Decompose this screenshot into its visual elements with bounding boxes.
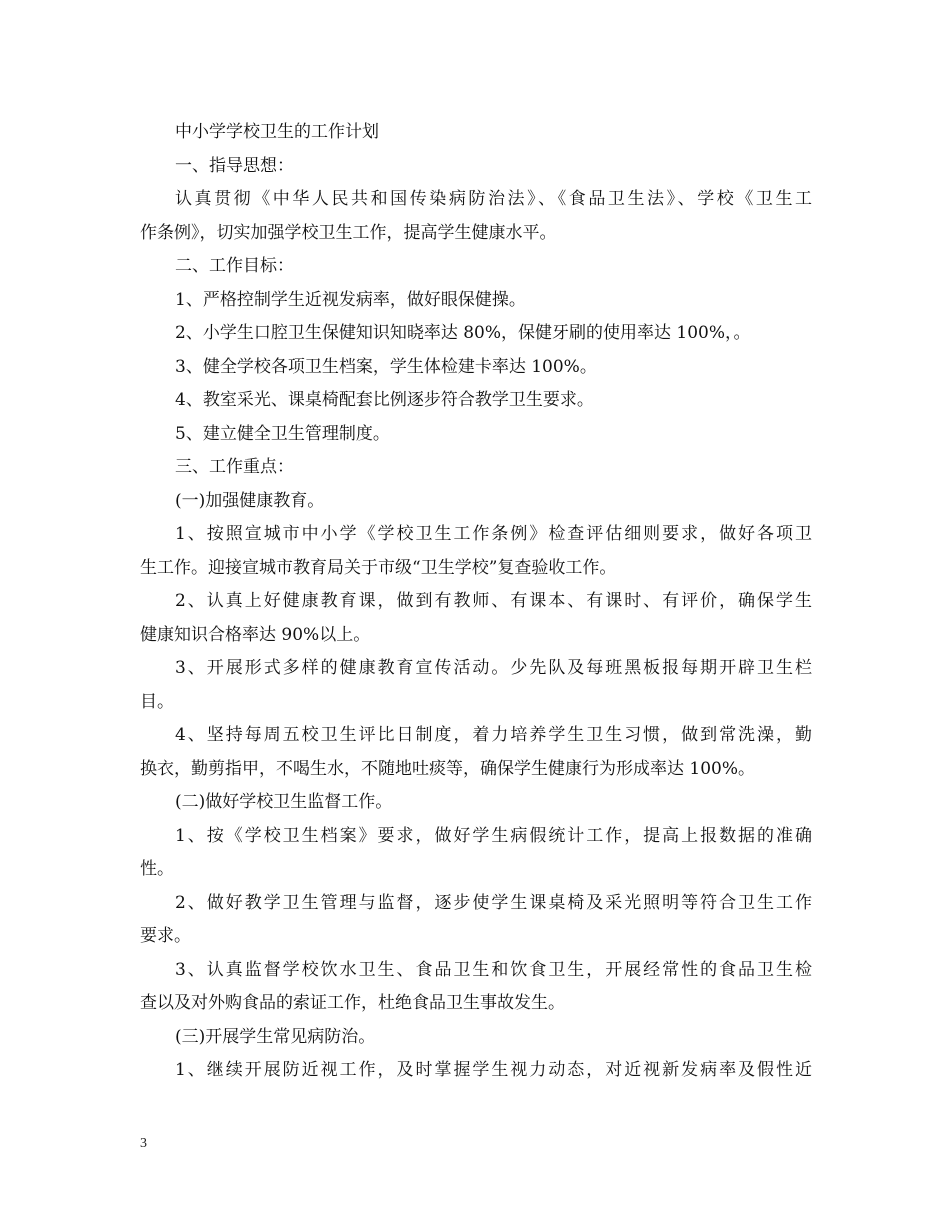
- text-line: (二)做好学校卫生监督工作。: [175, 792, 393, 812]
- text-line: 认真贯彻《中华人民共和国传染病防治法》、《食品卫生法》、学校《卫生工: [175, 189, 812, 209]
- text-line: 2、小学生口腔卫生保健知识知晓率达 80%，保健牙刷的使用率达 100%，。: [175, 323, 751, 343]
- text-line: 3、认真监督学校饮水卫生、食品卫生和饮食卫生，开展经常性的食品卫生检: [175, 959, 812, 980]
- text-line: 1、继续开展防近视工作，及时掌握学生视力动态，对近视新发病率及假性近: [175, 1060, 812, 1080]
- text-line: 1、严格控制学生近视发病率，做好眼保健操。: [175, 289, 526, 310]
- text-line: 5、建立健全卫生管理制度。: [175, 423, 390, 444]
- text-line: 换衣，勤剪指甲，不喝生水，不随地吐痰等，确保学生健康行为形成率达 100%。: [140, 758, 756, 779]
- text-line: 查以及对外购食品的索证工作，杜绝食品卫生事故发生。: [140, 993, 565, 1013]
- text-line: 性。: [140, 859, 174, 879]
- text-line: 2、做好教学卫生管理与监督，逐步使学生课桌椅及采光照明等符合卫生工作: [175, 892, 812, 913]
- document-body: [140, 116, 812, 1088]
- page-number: 3: [140, 1136, 147, 1151]
- text-line: 3、开展形式多样的健康教育宣传活动。少先队及每班黑板报每期开辟卫生栏: [175, 658, 812, 678]
- text-line: 1、按《学校卫生档案》要求，做好学生病假统计工作，提高上报数据的准确: [175, 825, 812, 846]
- text-line: 4、坚持每周五校卫生评比日制度，着力培养学生卫生习惯，做到常洗澡，勤: [175, 725, 812, 745]
- text-line: 三、工作重点：: [175, 457, 294, 477]
- text-line: 作条例》，切实加强学校卫生工作，提高学生健康水平。: [140, 222, 557, 243]
- text-line: (三)开展学生常见病防治。: [175, 1026, 376, 1047]
- text-line: (一)加强健康教育。: [175, 490, 325, 511]
- text-line: 一、指导思想：: [175, 155, 294, 176]
- text-line: 健康知识合格率达 90%以上。: [140, 624, 371, 645]
- text-line: 要求。: [140, 926, 191, 946]
- text-line: 生工作。迎接宣城市教育局关于市级“卫生学校”复查验收工作。: [140, 557, 617, 578]
- text-line: 目。: [140, 691, 174, 712]
- text-line: 二、工作目标：: [175, 256, 294, 276]
- text-line: 2、认真上好健康教育课，做到有教师、有课本、有课时、有评价，确保学生: [175, 591, 812, 611]
- document-title: 中小学学校卫生的工作计划: [175, 122, 379, 142]
- text-line: 3、健全学校各项卫生档案，学生体检建卡率达 100%。: [175, 356, 597, 377]
- text-line: 1、按照宣城市中小学《学校卫生工作条例》检查评估细则要求，做好各项卫: [175, 524, 812, 544]
- text-line: 4、教室采光、课桌椅配套比例逐步符合教学卫生要求。: [175, 390, 594, 410]
